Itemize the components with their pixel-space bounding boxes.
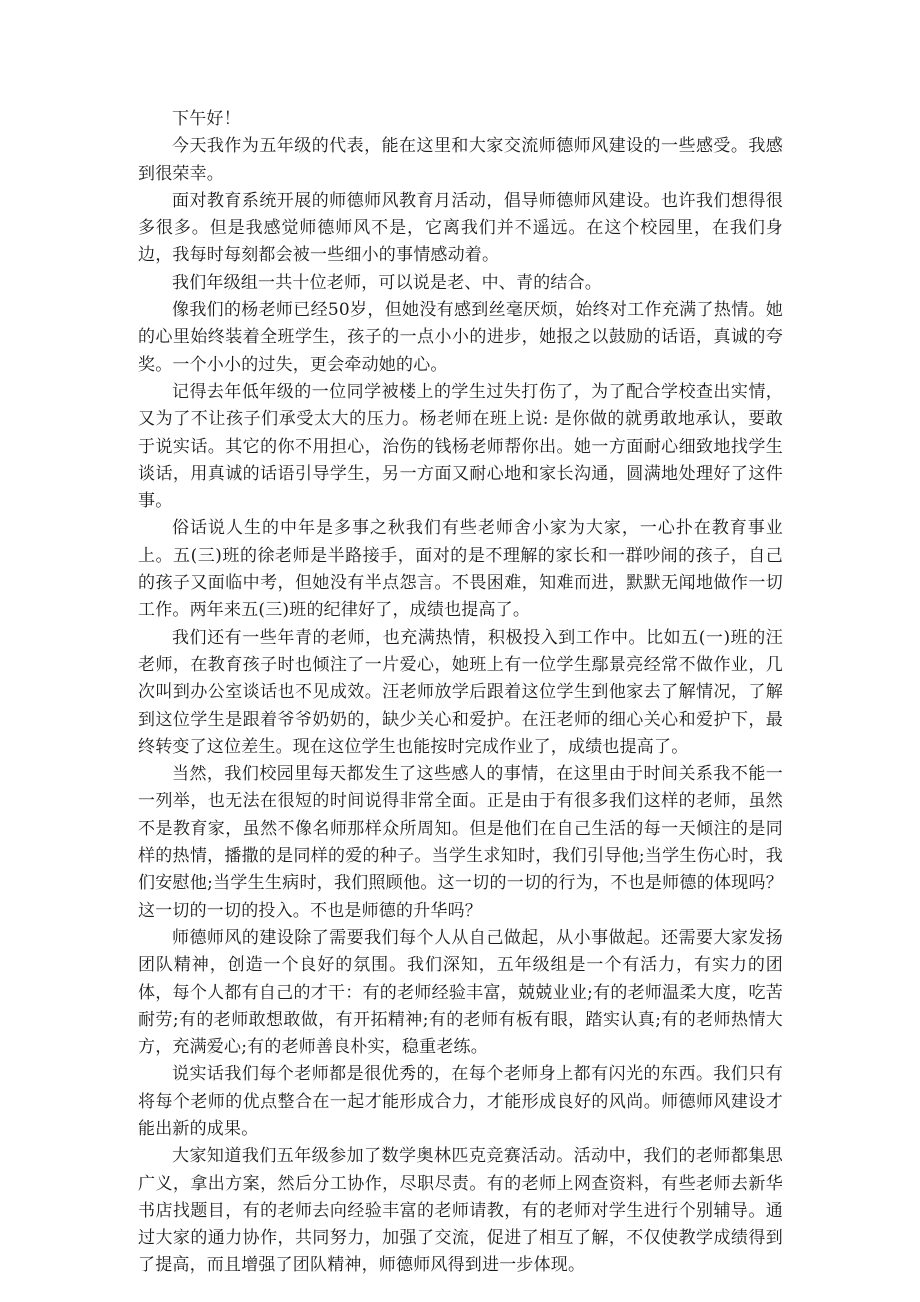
body-paragraph: 今天我作为五年级的代表，能在这里和大家交流师德师风建设的一些感受。我感到很荣幸。 [138,136,783,184]
body-paragraph: 说实话我们每个老师都是很优秀的，在每个老师身上都有闪光的东西。我们只有将每个老师的优点整合在一起才能形成合力，才能形成良好的风尚。师德师风建设才能出新的成果。 [138,1064,783,1139]
greeting-paragraph: 下午好！ [172,109,241,129]
body-paragraph: 我们年级组一共十位老师，可以说是老、中、青的结合。 [172,272,602,293]
document-body [138,106,783,1280]
body-paragraph: 面对教育系统开展的师德师风教育月活动，倡导师德师风建设。也许我们想得很多很多。但是我感觉师德师风不是，它离我们并不遥远。在这个校园里，在我们身边，我每时每刻都会被一些细小的事情感动着。 [138,190,783,266]
body-paragraph: 俗话说人生的中年是多事之秋我们有些老师舍小家为大家，一心扑在教育事业上。五(三)班的徐老师是半路接手，面对的是不理解的家长和一群吵闹的孩子，自己的孩子又面临中考，但她没有半点怨言。不畏困难，知难而进，默默无闻地做作一切工作。两年来五(三)班的纪律好了，成绩也提高了。 [138,518,783,621]
body-paragraph: 记得去年低年级的一位同学被楼上的学生过失打伤了，为了配合学校查出实情，又为了不让孩子们承受太大的压力。杨老师在班上说: 是你做的就勇敢地承认，要敢于说实话。其它的你不用担心，治伤的钱杨老师帮你出。她一方面耐心细致地找学生谈话，用真诚的话语引导学生，另一方面又耐心地和家长沟通，圆满地处理好了这件事。 [138,381,783,512]
body-paragraph: 我们还有一些年青的老师，也充满热情，积极投入到工作中。比如五(一)班的汪老师，在教育孩子时也倾注了一片爱心，她班上有一位学生鄢景亮经常不做作业，几次叫到办公室谈话也不见成效。汪老师放学后跟着这位学生到他家去了解情况，了解到这位学生是跟着爷爷奶奶的，缺少关心和爱护。在汪老师的细心关心和爱护下，最终转变了这位差生。现在这位学生也能按时完成作业了，成绩也提高了。 [138,627,783,757]
body-paragraph: 像我们的杨老师已经50岁，但她没有感到丝毫厌烦，始终对工作充满了热情。她的心里始终装着全班学生，孩子的一点小小的进步，她报之以鼓励的话语，真诚的夸奖。一个小小的过失，更会牵动她的心。 [138,300,783,375]
body-paragraph: 当然，我们校园里每天都发生了这些感人的事情，在这里由于时间关系我不能一一列举，也无法在很短的时间说得非常全面。正是由于有很多我们这样的老师，虽然不是教育家，虽然不像名师那样众所周知。但是他们在自己生活的每一天倾注的是同样的热情，播撒的是同样的爱的种子。当学生求知时，我们引导他;当学生伤心时，我们安慰他;当学生生病时，我们照顾他。这一切的一切的行为，不也是师德的体现吗？这一切的一切的投入。不也是师德的升华吗？ [138,764,783,921]
body-paragraph: 师德师风的建设除了需要我们每个人从自己做起，从小事做起。还需要大家发扬团队精神，创造一个良好的氛围。我们深知，五年级组是一个有活力，有实力的团体，每个人都有自己的才干：有的老师经验丰富，兢兢业业;有的老师温柔大度，吃苦耐劳;有的老师敢想敢做，有开拓精神;有的老师有板有眼，踏实认真;有的老师热情大方，充满爱心;有的老师善良朴实，稳重老练。 [138,927,783,1058]
body-paragraph: 大家知道我们五年级参加了数学奥林匹克竞赛活动。活动中，我们的老师都集思广义，拿出方案，然后分工协作，尽职尽责。有的老师上网查资料，有些老师去新华书店找题目，有的老师去向经验丰富的老师请教，有的老师对学生进行个别辅导。通过大家的通力协作，共同努力，加强了交流，促进了相互了解，不仅使教学成绩得到了提高，而且增强了团队精神，师德师风得到进一步体现。 [138,1146,783,1276]
